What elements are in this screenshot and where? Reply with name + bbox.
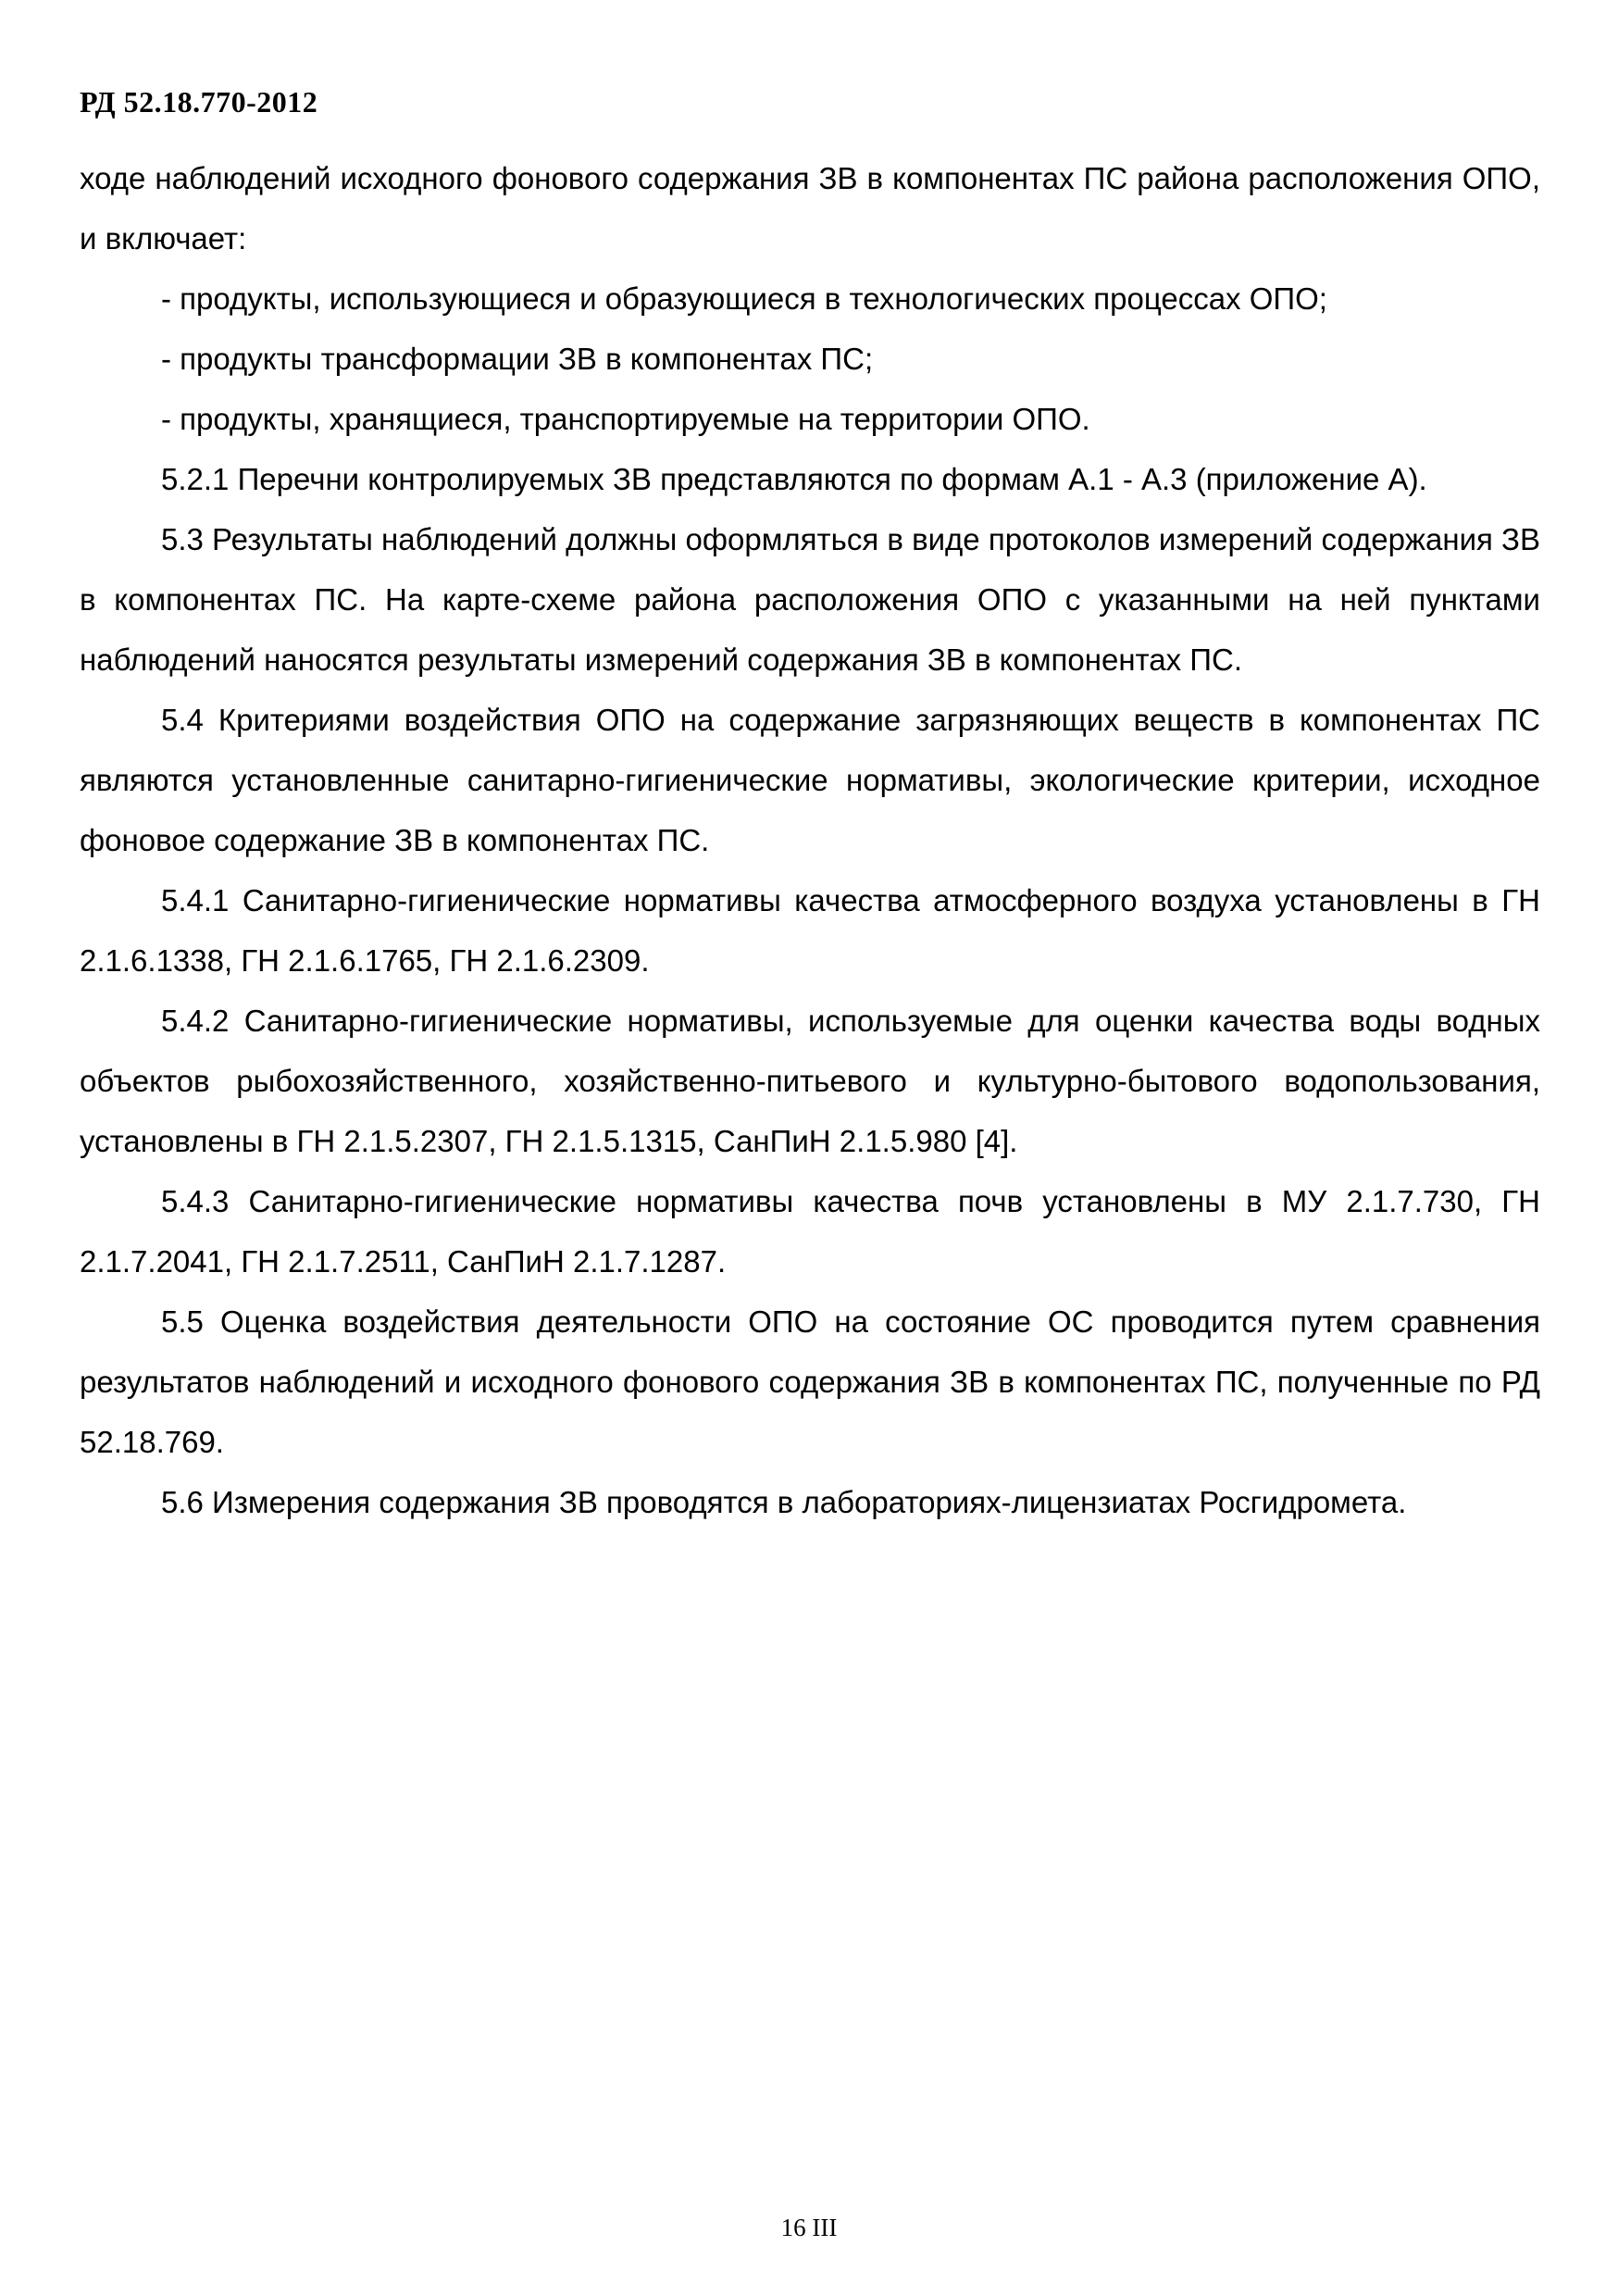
paragraph: 5.5 Оценка воздействия деятельности ОПО на состояние ОС проводится путем сравнения результатов наблюдений и исходного фонового содержания ЗВ в компонентах ПС, полученные по РД 52.18.769.: [80, 1304, 1540, 1459]
paragraph: 5.6 Измерения содержания ЗВ проводятся в лабораториях-лицензиатах Росгидромета.: [161, 1485, 1407, 1519]
paragraph: 5.3 Результаты наблюдений должны оформляться в виде протоколов измерений содержания ЗВ в компонентах ПС. На карте-схеме района расположения ОПО с указанными на ней пунктами наблюдений наносятся результаты измерений содержания ЗВ в компонентах ПС.: [80, 522, 1540, 677]
page-number: 16 III: [780, 2214, 838, 2241]
list-item-paragraph: - продукты, использующиеся и образующиеся в технологических процессах ОПО;: [161, 281, 1327, 316]
paragraph: 5.4.1 Санитарно-гигиенические нормативы качества атмосферного воздуха установлены в ГН 2.1.6.1338, ГН 2.1.6.1765, ГН 2.1.6.2309.: [80, 883, 1540, 978]
paragraph: 5.4.2 Санитарно-гигиенические нормативы, используемые для оценки качества воды водных объектов рыбохозяйственного, хозяйственно-питьевого и культурно-бытового водопользования, установлены в ГН 2.1.5.2307, ГН 2.1.5.1315, СанПиН 2.1.5.980 [4].: [80, 1004, 1540, 1158]
paragraph: ходе наблюдений исходного фонового содержания ЗВ в компонентах ПС района расположения ОПО, и включает:: [80, 161, 1540, 256]
document-code-header: РД 52.18.770-2012: [80, 85, 318, 119]
list-item-paragraph: - продукты трансформации ЗВ в компонентах ПС;: [161, 342, 874, 376]
document-body: [80, 148, 1540, 1532]
paragraph: 5.4 Критериями воздействия ОПО на содержание загрязняющих веществ в компонентах ПС являются установленные санитарно-гигиенические нормативы, экологические критерии, исходное фоновое содержание ЗВ в компонентах ПС.: [80, 703, 1540, 857]
paragraph: 5.2.1 Перечни контролируемых ЗВ представляются по формам А.1 - А.3 (приложение А).: [161, 462, 1427, 496]
list-item-paragraph: - продукты, хранящиеся, транспортируемые на территории ОПО.: [161, 402, 1090, 436]
paragraph: 5.4.3 Санитарно-гигиенические нормативы качества почв установлены в МУ 2.1.7.730, ГН 2.1.7.2041, ГН 2.1.7.2511, СанПиН 2.1.7.1287.: [80, 1184, 1540, 1279]
